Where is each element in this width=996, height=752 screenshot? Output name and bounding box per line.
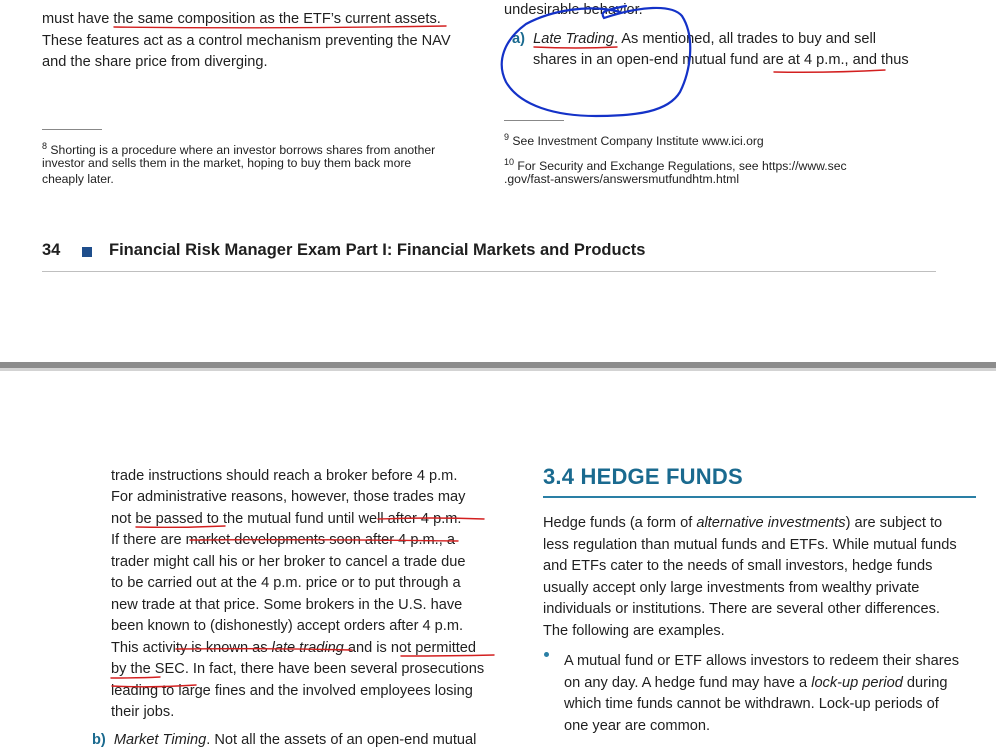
list-item-market-timing xyxy=(92,730,476,752)
page-number: 34 xyxy=(42,241,61,259)
text-line: shares in an open-end mutual fund are at 4 p.m., and thus xyxy=(533,52,909,68)
term-alternative-investments: alternative investments xyxy=(696,515,846,531)
section-rule xyxy=(543,496,976,498)
term-market-timing: Market Timing xyxy=(113,732,207,748)
text-line: which time funds cannot be withdrawn. Lock-up periods of xyxy=(564,696,939,712)
list-item-late-trading xyxy=(512,29,876,51)
text-line: been known to (dishonestly) accept orders after 4 p.m. xyxy=(111,618,464,634)
page-footer xyxy=(42,239,936,272)
text-line: and the share price from diverging. xyxy=(42,54,268,70)
text-line: leading to large fines and the involved employees losing xyxy=(111,683,473,699)
text-run: This activity is known as xyxy=(111,640,272,656)
footnote-rule xyxy=(42,129,102,130)
book-title: Financial Risk Manager Exam Part I: Financial Markets and Products xyxy=(109,241,646,259)
text-run: and is not permitted xyxy=(343,640,477,656)
text-line xyxy=(111,638,476,660)
bullet-dot-icon xyxy=(544,652,549,657)
text-line: to be carried out at the 4 p.m. price or to put through a xyxy=(111,575,461,591)
footnote-line xyxy=(504,129,764,150)
term-lock-up-period: lock-up period xyxy=(811,675,903,691)
footnote-number: 8 xyxy=(42,141,48,151)
text-line: trader might call his or her broker to cancel a trade due xyxy=(111,554,466,570)
text-line: by the SEC. In fact, there have been several prosecutions xyxy=(111,661,485,677)
text-run: ) are subject to xyxy=(845,515,943,531)
text-run: . Not all the assets of an open-end mutual xyxy=(206,732,477,748)
text-line: trade instructions should reach a broker before 4 p.m. xyxy=(111,468,458,484)
footnote-text: Shorting is a procedure where an investor borrows shares from another xyxy=(50,143,436,158)
text-line xyxy=(564,673,948,695)
text-line: individuals or institutions. There are several other differences. xyxy=(543,601,940,617)
text-line: not be passed to the mutual fund until well after 4 p.m. xyxy=(111,511,462,527)
footnote-text: See Investment Company Institute www.ici.org xyxy=(512,134,764,149)
text-line: A mutual fund or ETF allows investors to redeem their shares xyxy=(564,653,960,669)
footnote-number: 10 xyxy=(504,157,515,167)
term-late-trading: late trading xyxy=(271,640,344,656)
text-line: must have the same composition as the ETF’s current assets. xyxy=(42,11,441,27)
text-run: . As mentioned, all trades to buy and sell xyxy=(613,31,876,47)
text-line: These features act as a control mechanism preventing the NAV xyxy=(42,33,451,49)
footnote-line: .gov/fast-answers/answersmutfundhtm.html xyxy=(504,172,740,186)
footnote-number: 9 xyxy=(504,132,510,142)
term-late-trading: Late Trading xyxy=(533,31,614,47)
footnote-line: cheaply later. xyxy=(42,172,114,186)
text-line: new trade at that price. Some brokers in the U.S. have xyxy=(111,597,463,613)
footnote-line: investor and sells them in the market, hoping to buy them back more xyxy=(42,156,412,170)
text-line: less regulation than mutual funds and ETFs. While mutual funds xyxy=(543,537,957,553)
text-line: their jobs. xyxy=(111,704,175,720)
text-run: on any day. A hedge fund may have a xyxy=(564,675,812,691)
text-line xyxy=(543,513,942,535)
text-line: If there are market developments soon after 4 p.m., a xyxy=(111,532,455,548)
section-heading: 3.4 HEDGE FUNDS xyxy=(543,464,743,489)
footnote-text: For Security and Exchange Regulations, see https://www.sec xyxy=(517,159,847,174)
text-line: The following are examples. xyxy=(543,623,725,639)
text-run: Hedge funds (a form of xyxy=(543,515,697,531)
text-line: usually accept only large investments from wealthy private xyxy=(543,580,920,596)
page-divider-shadow xyxy=(0,368,996,371)
text-line: undesirable behavior. xyxy=(504,2,643,18)
list-label: a) xyxy=(512,31,525,47)
list-label: b) xyxy=(92,732,106,748)
footer-square-icon xyxy=(82,247,92,257)
text-line: one year are common. xyxy=(564,718,711,734)
footnote-rule xyxy=(504,120,564,121)
text-line: For administrative reasons, however, those trades may xyxy=(111,489,466,505)
text-line: and ETFs cater to the needs of small investors, hedge funds xyxy=(543,558,933,574)
text-run: during xyxy=(902,675,948,691)
